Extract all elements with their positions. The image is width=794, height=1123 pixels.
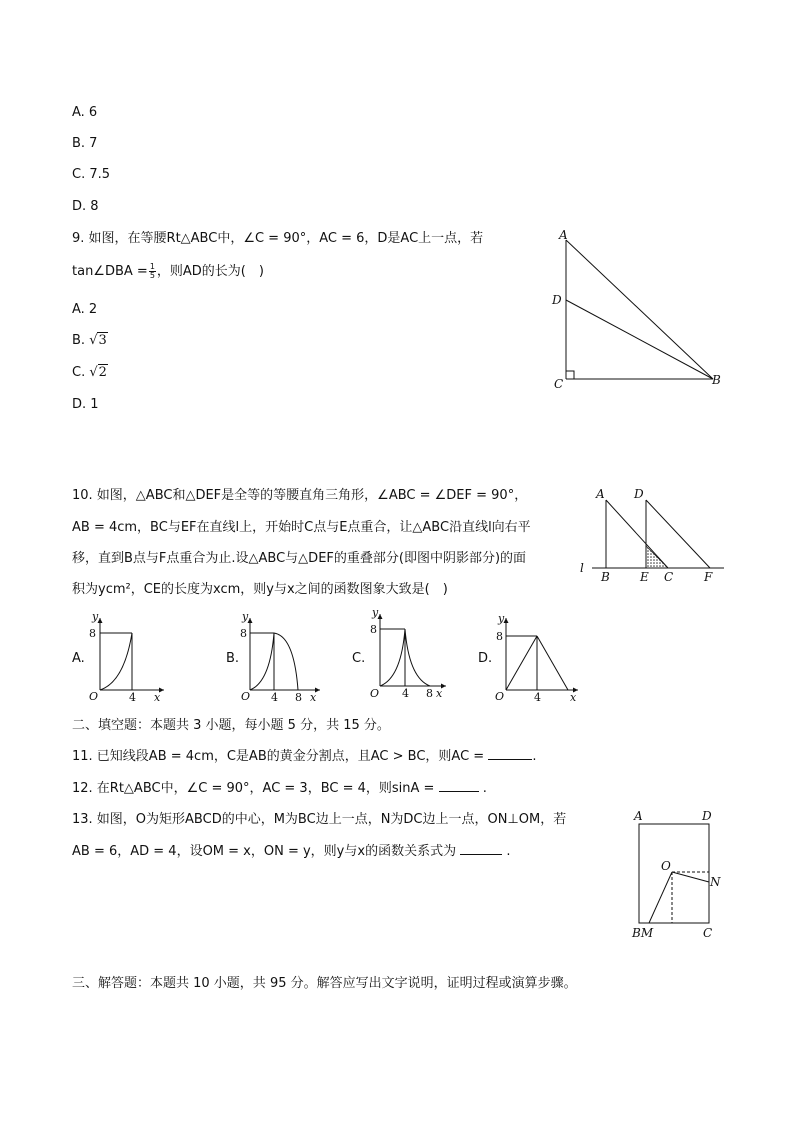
q12-text: 12. 在Rt△ABC中，∠C = 90°，AC = 3，BC = 4，则sinA = xyxy=(72,781,435,796)
q9-option-c-label: C. xyxy=(72,365,90,380)
q13-label-c: C xyxy=(703,926,713,940)
sqrt-icon: √2 xyxy=(89,365,107,380)
q11-answer-blank[interactable] xyxy=(488,759,532,760)
q10-graph-d xyxy=(490,610,585,705)
y-tick-8: 8 xyxy=(496,630,503,643)
q13-label-n: N xyxy=(710,875,721,889)
function-curve-falling xyxy=(405,629,430,686)
q10-graph-b xyxy=(238,610,328,705)
q10-stem-line3: 移，直到B点与F点重合为止.设△ABC与△DEF的重叠部分(即图中阴影部分)的面 xyxy=(72,551,527,566)
function-curve-rising xyxy=(380,629,405,686)
section-3-heading: 三、解答题：本题共 10 小题，共 95 分。解答应写出文字说明，证明过程或演算步骤。 xyxy=(72,976,577,991)
q10-side-ac xyxy=(606,500,668,568)
y-axis-arrow-icon xyxy=(248,618,253,623)
x-axis-label: x xyxy=(154,691,161,704)
q12-stem xyxy=(72,780,487,798)
y-tick-8: 8 xyxy=(89,627,96,640)
q9-label-a: A xyxy=(559,228,568,242)
q13-label-o: O xyxy=(661,859,671,873)
q10-graph-c-option: C. xyxy=(352,651,366,666)
q8-option-c: C. 7.5 xyxy=(72,167,111,182)
q10-label-c: C xyxy=(664,570,674,584)
y-axis-label: y xyxy=(92,610,99,623)
x-tick-4: 4 xyxy=(271,691,278,704)
y-axis-arrow-icon xyxy=(98,618,103,623)
origin-label: O xyxy=(370,687,380,700)
q10-stem-line1: 10. 如图，△ABC和△DEF是全等的等腰直角三角形，∠ABC = ∠DEF = 90°， xyxy=(72,488,528,503)
q9-label-b: B xyxy=(712,373,721,387)
q13-rectangle-figure xyxy=(626,806,726,941)
q11-period: . xyxy=(532,749,537,764)
q13-period: . xyxy=(506,844,511,859)
right-angle-icon xyxy=(566,371,574,379)
q13-segment-on xyxy=(672,872,709,882)
function-curve xyxy=(100,633,132,690)
q9-segment-db xyxy=(566,300,713,379)
section-2-heading: 二、填空题：本题共 3 小题，每小题 5 分，共 15 分。 xyxy=(72,718,390,733)
q11-stem xyxy=(72,748,536,766)
q9-option-c-radicand: 2 xyxy=(98,365,107,380)
q10-sliding-triangles-figure xyxy=(578,484,728,584)
q10-graph-c xyxy=(364,606,454,701)
y-axis-label: y xyxy=(242,610,249,623)
q9-option-c xyxy=(72,364,108,382)
x-axis-label: x xyxy=(310,691,317,704)
q10-graph-d-option: D. xyxy=(478,651,493,666)
origin-label: O xyxy=(495,690,505,703)
q8-option-a: A. 6 xyxy=(72,105,98,120)
q8-option-b: B. 7 xyxy=(72,136,98,151)
y-axis-arrow-icon xyxy=(504,618,509,623)
function-curve-rising xyxy=(250,633,274,690)
q8-option-d: D. 8 xyxy=(72,199,99,214)
q9-option-b xyxy=(72,332,108,350)
function-line-falling xyxy=(537,636,568,690)
q13-stem-line2 xyxy=(72,843,511,861)
y-axis-label: y xyxy=(372,606,379,619)
q10-graph-a xyxy=(84,610,174,705)
q9-option-b-radicand: 3 xyxy=(98,333,107,348)
q9-frac-num: 1 xyxy=(149,262,155,271)
q13-label-d: D xyxy=(702,809,712,823)
y-axis-arrow-icon xyxy=(378,614,383,619)
y-tick-8: 8 xyxy=(240,627,247,640)
function-line-rising xyxy=(506,636,537,690)
q9-tan-expr: tan∠DBA = xyxy=(72,264,148,279)
q13-label-a: A xyxy=(634,809,643,823)
x-tick-4: 4 xyxy=(129,691,136,704)
q9-stem-line1: 9. 如图，在等腰Rt△ABC中，∠C = 90°，AC = 6，D是AC上一点，若 xyxy=(72,231,484,246)
q9-stem-line2 xyxy=(72,263,264,281)
q10-stem-line2: AB = 4cm，BC与EF在直线l上，开始时C点与E点重合，让△ABC沿直线l向右平 xyxy=(72,520,531,535)
x-tick-8: 8 xyxy=(295,691,302,704)
x-tick-4: 4 xyxy=(402,687,409,700)
q9-triangle-figure xyxy=(548,224,728,394)
q13-label-bm: BM xyxy=(632,926,654,940)
q9-label-d: D xyxy=(552,293,562,307)
q9-side-ab xyxy=(566,240,713,379)
q10-graph-a-option: A. xyxy=(72,651,85,666)
q10-stem-line4: 积为ycm²，CE的长度为xcm，则y与x之间的函数图象大致是( ) xyxy=(72,582,448,597)
q9-option-d: D. 1 xyxy=(72,397,99,412)
q9-option-b-label: B. xyxy=(72,333,90,348)
sqrt-icon: √3 xyxy=(89,333,107,348)
q12-answer-blank[interactable] xyxy=(439,791,479,792)
y-axis-label: y xyxy=(498,612,505,625)
x-axis-label: x xyxy=(570,691,577,704)
q9-frac-den: 5 xyxy=(149,271,155,280)
y-tick-8: 8 xyxy=(370,623,377,636)
q10-label-e: E xyxy=(640,570,649,584)
q10-label-f: F xyxy=(704,570,713,584)
q13-rectangle-abcd xyxy=(639,824,709,923)
function-curve-falling xyxy=(274,633,298,690)
x-tick-8: 8 xyxy=(426,687,433,700)
q10-label-a: A xyxy=(596,487,605,501)
q9-option-a: A. 2 xyxy=(72,302,98,317)
origin-label: O xyxy=(89,690,99,703)
q9-question: ，则AD的长为( ) xyxy=(156,264,264,279)
q10-label-b: B xyxy=(601,570,610,584)
q13-answer-blank[interactable] xyxy=(460,854,502,855)
q13-segment-om xyxy=(649,872,672,923)
q10-label-l: l xyxy=(580,561,584,575)
q10-graph-b-option: B. xyxy=(226,651,240,666)
x-tick-4: 4 xyxy=(534,691,541,704)
q13-stem-line1: 13. 如图，O为矩形ABCD的中心，M为BC边上一点，N为DC边上一点，ON⊥OM，若 xyxy=(72,812,567,827)
q12-period: . xyxy=(482,781,487,796)
q10-label-d: D xyxy=(634,487,644,501)
x-axis-label: x xyxy=(436,687,443,700)
q9-label-c: C xyxy=(554,377,564,391)
q11-text: 11. 已知线段AB = 4cm，C是AB的黄金分割点，且AC > BC，则AC = xyxy=(72,749,485,764)
q9-fraction xyxy=(149,263,156,280)
q13-text: AB = 6，AD = 4，设OM = x，ON = y，则y与x的函数关系式为 xyxy=(72,844,457,859)
origin-label: O xyxy=(241,690,251,703)
